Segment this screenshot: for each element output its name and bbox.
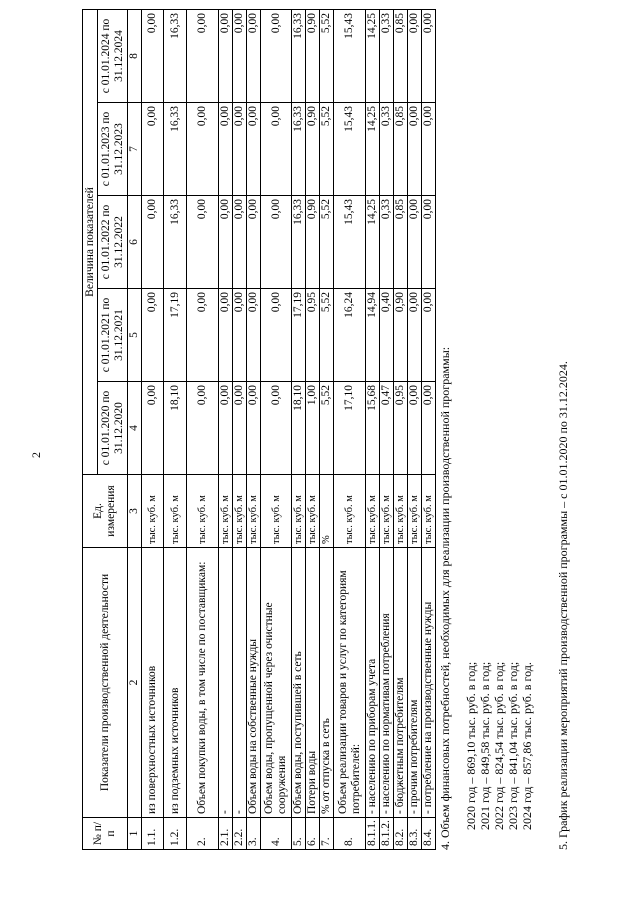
row-value: 0,95 xyxy=(394,382,408,475)
row-value: 5,52 xyxy=(320,289,334,382)
row-unit: тыс. куб. м xyxy=(292,475,306,548)
row-value: 0,00 xyxy=(142,103,164,196)
row-indicator-name: Объем воды на собственные нужды xyxy=(247,548,261,818)
table-row xyxy=(219,10,233,850)
row-indicator-name: Объем воды, пропущенной через очистные сооружения xyxy=(261,548,292,818)
row-number: 6. xyxy=(306,818,320,850)
finance-year-2020: 2020 год – 869,10 тыс. руб. в год; xyxy=(464,661,478,830)
row-number: 4. xyxy=(261,818,292,850)
row-value: 0,33 xyxy=(380,103,394,196)
row-indicator-name: Объем воды, поступившей в сеть xyxy=(292,548,306,818)
row-value: 0,00 xyxy=(233,382,247,475)
row-value: 0,85 xyxy=(394,103,408,196)
row-value: 0,33 xyxy=(380,196,394,289)
row-value: 0,00 xyxy=(142,382,164,475)
row-unit: тыс. куб. м xyxy=(334,475,366,548)
row-value: 0,00 xyxy=(261,289,292,382)
table-row xyxy=(334,10,366,850)
row-unit: тыс. куб. м xyxy=(380,475,394,548)
row-value: 0,00 xyxy=(261,103,292,196)
finance-year-2022: 2022 год – 824,54 тыс. руб. в год; xyxy=(492,661,506,830)
row-value: 0,00 xyxy=(233,10,247,103)
row-value: 0,00 xyxy=(247,196,261,289)
table-row xyxy=(187,10,219,850)
row-number: 2.1. xyxy=(219,818,233,850)
row-value: 18,10 xyxy=(164,382,187,475)
row-indicator-name: из подземных источников xyxy=(164,548,187,818)
row-value: 0,00 xyxy=(261,10,292,103)
header-period-2023: с 01.01.2023 по 31.12.2023 xyxy=(98,103,128,196)
production-indicators-table xyxy=(82,9,436,850)
row-value: 0,90 xyxy=(306,196,320,289)
row-value: 16,33 xyxy=(164,196,187,289)
row-value: 5,52 xyxy=(320,10,334,103)
row-value: 0,00 xyxy=(219,10,233,103)
row-value: 16,24 xyxy=(334,289,366,382)
row-number: 2.2. xyxy=(233,818,247,850)
finance-year-2021: 2021 год – 849,58 тыс. руб. в год; xyxy=(478,661,492,830)
row-value: 17,19 xyxy=(292,289,306,382)
row-value: 0,00 xyxy=(187,10,219,103)
table-row xyxy=(380,10,394,850)
row-number: 3. xyxy=(247,818,261,850)
header-values-group: Величина показателей xyxy=(83,10,98,475)
row-value: 0,40 xyxy=(380,289,394,382)
section-5-text: 5. График реализации мероприятий производственной программы – с 01.01.2020 по 31.12.2024. xyxy=(556,361,570,850)
row-value: 0,00 xyxy=(187,196,219,289)
row-value: 16,33 xyxy=(164,10,187,103)
finance-year-2024: 2024 год – 857,86 тыс. руб. в год. xyxy=(520,662,534,830)
col-number: 8 xyxy=(128,10,142,103)
finance-year-2023: 2023 год – 841,04 тыс. руб. в год; xyxy=(506,661,520,830)
row-value: 0,00 xyxy=(219,382,233,475)
row-value: 17,19 xyxy=(164,289,187,382)
row-value: 0,00 xyxy=(422,382,436,475)
row-number: 8. xyxy=(334,818,366,850)
row-indicator-name: % от отпуска в сеть xyxy=(320,548,334,818)
row-value: 0,95 xyxy=(306,289,320,382)
header-unit: Ед. измерения xyxy=(83,475,128,548)
row-value: 0,47 xyxy=(380,382,394,475)
row-value: 0,85 xyxy=(394,196,408,289)
row-number: 1.2. xyxy=(164,818,187,850)
row-value: 5,52 xyxy=(320,196,334,289)
row-unit: тыс. куб. м xyxy=(306,475,320,548)
row-value: 0,00 xyxy=(261,382,292,475)
row-indicator-name: - населению по приборам учета xyxy=(366,548,380,818)
row-value: 14,25 xyxy=(366,10,380,103)
row-value: 0,00 xyxy=(408,103,422,196)
row-number: 8.2. xyxy=(394,818,408,850)
row-value: 15,43 xyxy=(334,103,366,196)
row-number: 7. xyxy=(320,818,334,850)
row-value: 0,00 xyxy=(422,289,436,382)
row-value: 14,94 xyxy=(366,289,380,382)
row-indicator-name: - xyxy=(219,548,233,818)
row-indicator-name: Объем покупки воды, в том числе по поставщикам: xyxy=(187,548,219,818)
row-indicator-name: из поверхностных источников xyxy=(142,548,164,818)
row-unit: тыс. куб. м xyxy=(233,475,247,548)
header-period-2024: с 01.01.2024 по 31.12.2024 xyxy=(98,10,128,103)
row-value: 0,00 xyxy=(187,103,219,196)
row-unit: тыс. куб. м xyxy=(366,475,380,548)
row-value: 0,00 xyxy=(187,382,219,475)
row-value: 0,00 xyxy=(142,289,164,382)
row-value: 0,00 xyxy=(422,103,436,196)
page-number: 2 xyxy=(29,452,43,458)
row-unit: тыс. куб. м xyxy=(422,475,436,548)
row-value: 1,00 xyxy=(306,382,320,475)
table-row xyxy=(233,10,247,850)
row-unit: тыс. куб. м xyxy=(187,475,219,548)
row-value: 0,00 xyxy=(233,289,247,382)
row-value: 15,43 xyxy=(334,196,366,289)
row-value: 16,33 xyxy=(292,10,306,103)
col-number: 3 xyxy=(128,475,142,548)
row-value: 14,25 xyxy=(366,196,380,289)
row-number: 1.1. xyxy=(142,818,164,850)
row-value: 5,52 xyxy=(320,382,334,475)
row-unit: тыс. куб. м xyxy=(408,475,422,548)
row-value: 0,00 xyxy=(247,10,261,103)
header-period-2022: с 01.01.2022 по 31.12.2022 xyxy=(98,196,128,289)
table-row xyxy=(292,10,306,850)
row-value: 0,90 xyxy=(306,103,320,196)
row-indicator-name: Потери воды xyxy=(306,548,320,818)
row-value: 0,00 xyxy=(142,10,164,103)
row-value: 18,10 xyxy=(292,382,306,475)
section-4-heading: 4. Объем финансовых потребностей, необходимых для реализации производственной программы: xyxy=(438,346,452,850)
row-value: 16,33 xyxy=(164,103,187,196)
row-unit: тыс. куб. м xyxy=(164,475,187,548)
row-indicator-name: - прочим потребителям xyxy=(408,548,422,818)
row-value: 0,33 xyxy=(380,10,394,103)
row-value: 0,85 xyxy=(394,10,408,103)
header-indicator: Показатели производственной деятельности xyxy=(83,548,128,818)
row-value: 0,00 xyxy=(187,289,219,382)
row-number: 8.1.1. xyxy=(366,818,380,850)
row-value: 16,33 xyxy=(292,196,306,289)
row-value: 0,00 xyxy=(408,196,422,289)
row-number: 5. xyxy=(292,818,306,850)
row-unit: тыс. куб. м xyxy=(219,475,233,548)
row-value: 0,00 xyxy=(422,196,436,289)
header-period-2021: с 01.01.2021 по 31.12.2021 xyxy=(98,289,128,382)
row-unit: тыс. куб. м xyxy=(247,475,261,548)
row-value: 0,00 xyxy=(247,103,261,196)
table-row xyxy=(366,10,380,850)
row-value: 0,00 xyxy=(247,382,261,475)
row-value: 15,43 xyxy=(334,10,366,103)
table-row xyxy=(408,10,422,850)
row-indicator-name: - бюджетным потребителям xyxy=(394,548,408,818)
row-number: 8.4. xyxy=(422,818,436,850)
table-row xyxy=(320,10,334,850)
table-row xyxy=(306,10,320,850)
table-row xyxy=(247,10,261,850)
col-number: 6 xyxy=(128,196,142,289)
row-unit: тыс. куб. м xyxy=(394,475,408,548)
row-number: 8.1.2. xyxy=(380,818,394,850)
row-value: 15,68 xyxy=(366,382,380,475)
row-value: 0,90 xyxy=(306,10,320,103)
row-value: 0,00 xyxy=(261,196,292,289)
row-value: 0,00 xyxy=(233,103,247,196)
table-row xyxy=(394,10,408,850)
table-row xyxy=(164,10,187,850)
row-value: 16,33 xyxy=(292,103,306,196)
row-indicator-name: - потребление на производственные нужды xyxy=(422,548,436,818)
header-period-2020: с 01.01.2020 по 31.12.2020 xyxy=(98,382,128,475)
row-number: 8.3. xyxy=(408,818,422,850)
row-value: 0,00 xyxy=(408,10,422,103)
row-value: 0,00 xyxy=(247,289,261,382)
col-number: 1 xyxy=(128,818,142,850)
row-value: 0,90 xyxy=(394,289,408,382)
row-value: 0,00 xyxy=(233,196,247,289)
row-value: 0,00 xyxy=(219,103,233,196)
row-value: 0,00 xyxy=(219,196,233,289)
col-number: 2 xyxy=(128,548,142,818)
row-value: 0,00 xyxy=(422,10,436,103)
table-row xyxy=(422,10,436,850)
row-value: 14,25 xyxy=(366,103,380,196)
row-value: 0,00 xyxy=(408,289,422,382)
row-value: 0,00 xyxy=(142,196,164,289)
header-num: № п/п xyxy=(83,818,128,850)
row-indicator-name: - населению по нормативам потребления xyxy=(380,548,394,818)
col-number: 7 xyxy=(128,103,142,196)
row-indicator-name: - xyxy=(233,548,247,818)
row-value: 17,10 xyxy=(334,382,366,475)
row-value: 0,00 xyxy=(219,289,233,382)
table-row xyxy=(142,10,164,850)
row-value: 5,52 xyxy=(320,103,334,196)
row-value: 0,00 xyxy=(408,382,422,475)
row-unit: % xyxy=(320,475,334,548)
row-unit: тыс. куб. м xyxy=(261,475,292,548)
row-number: 2. xyxy=(187,818,219,850)
col-number: 5 xyxy=(128,289,142,382)
col-number: 4 xyxy=(128,382,142,475)
row-unit: тыс. куб. м xyxy=(142,475,164,548)
row-indicator-name: Объем реализации товаров и услуг по категориям потребителей: xyxy=(334,548,366,818)
table-row xyxy=(261,10,292,850)
